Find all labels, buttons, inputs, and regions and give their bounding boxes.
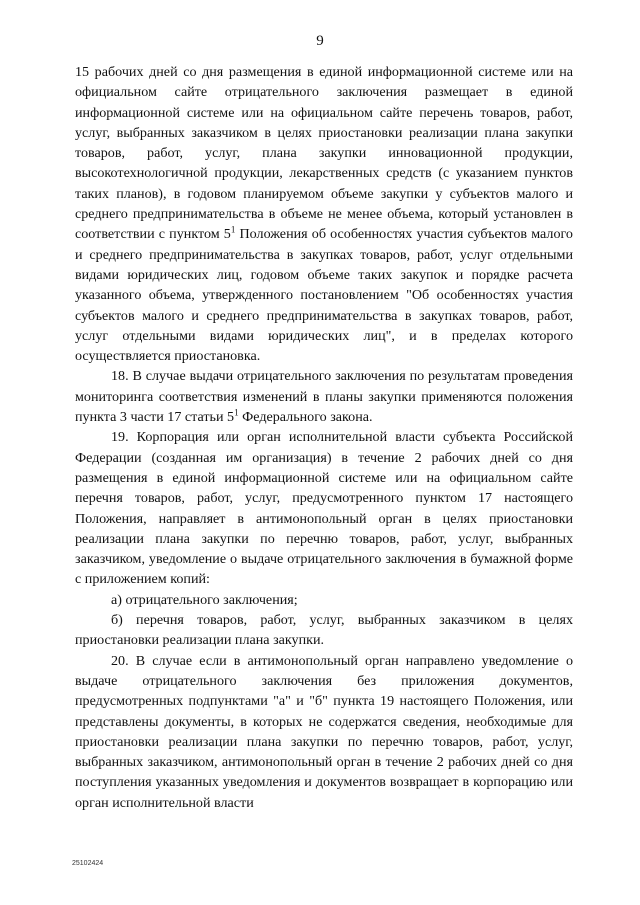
superscript: 1	[234, 407, 239, 418]
document-code: 25102424	[72, 860, 104, 867]
superscript: 1	[230, 224, 236, 235]
paragraph-text-tail: Положения об особенностях участия субъектов малого и среднего предпринимательства в закупках товаров, работ, услуг отдельными видами юридических лиц, годовом объеме таких закупок и порядке расчета указанного объема, утвержденного постановлением "Об особенностях участия субъектов малого и среднего предпринимательства в закупках товаров, работ, услуг отдельными видами юридических лиц", и в пределах которого осуществляется приостановка.	[75, 226, 573, 365]
paragraph-text-tail: Федерального закона.	[238, 409, 373, 426]
paragraph-19-a: а) отрицательного заключения;	[111, 591, 298, 608]
paragraph-19-b: б) перечня товаров, работ, услуг, выбранных заказчиком в целях приостановки реализации плана закупки.	[75, 612, 573, 649]
paragraph-19: 19. Корпорация или орган исполнительной власти субъекта Российской Федерации (созданная им организация) в течение 2 рабочих дней со дня размещения в единой информационной системе или на официальном сайте перечня товаров, работ, услуг, предусмотренного пунктом 17 настоящего Положения, направляет в антимонопольный орган в целях приостановки реализации плана закупки по перечню товаров, работ, услуг, выбранных заказчиком, уведомление о выдаче отрицательного заключения в бумажной форме с приложением копий:	[75, 429, 573, 588]
paragraph-text: 15 рабочих дней со дня размещения в единой информационной системе или на официальном сайте отрицательного заключения размещает в единой информационной системе или на официальном сайте перечень товаров, работ, услуг, выбранных заказчиком в целях приостановки реализации плана закупки товаров, работ, услуг, плана закупки инновационной продукции, высокотехнологичной продукции, лекарственных средств (с указанием пунктов таких планов), в годовом планируемом объеме закупки у субъектов малого и среднего предпринимательства в объеме не менее объема, который установлен в соответствии с пунктом 5	[75, 64, 573, 243]
paragraph-20: 20. В случае если в антимонопольный орган направлено уведомление о выдаче отрицательного заключения без приложения документов, предусмотренных подпунктами "а" и "б" пункта 19 настоящего Положения, или представлены документы, в которых не содержатся сведения, необходимые для приостановки реализации плана закупки по перечню товаров, работ, услуг, выбранных заказчиком, антимонопольный орган в течение 2 рабочих дней со дня поступления указанных уведомления и документов возвращает в корпорацию или орган исполнительной власти	[75, 652, 573, 811]
page-number: 9	[316, 33, 324, 49]
paragraph-text: 18. В случае выдачи отрицательного заключения по результатам проведения мониторинга соответствия изменений в планы закупки применяются положения пункта 3 части 17 статьи 5	[75, 368, 573, 426]
paragraph-continuation	[75, 62, 573, 366]
paragraph-18	[75, 366, 573, 427]
document-body	[75, 62, 573, 813]
